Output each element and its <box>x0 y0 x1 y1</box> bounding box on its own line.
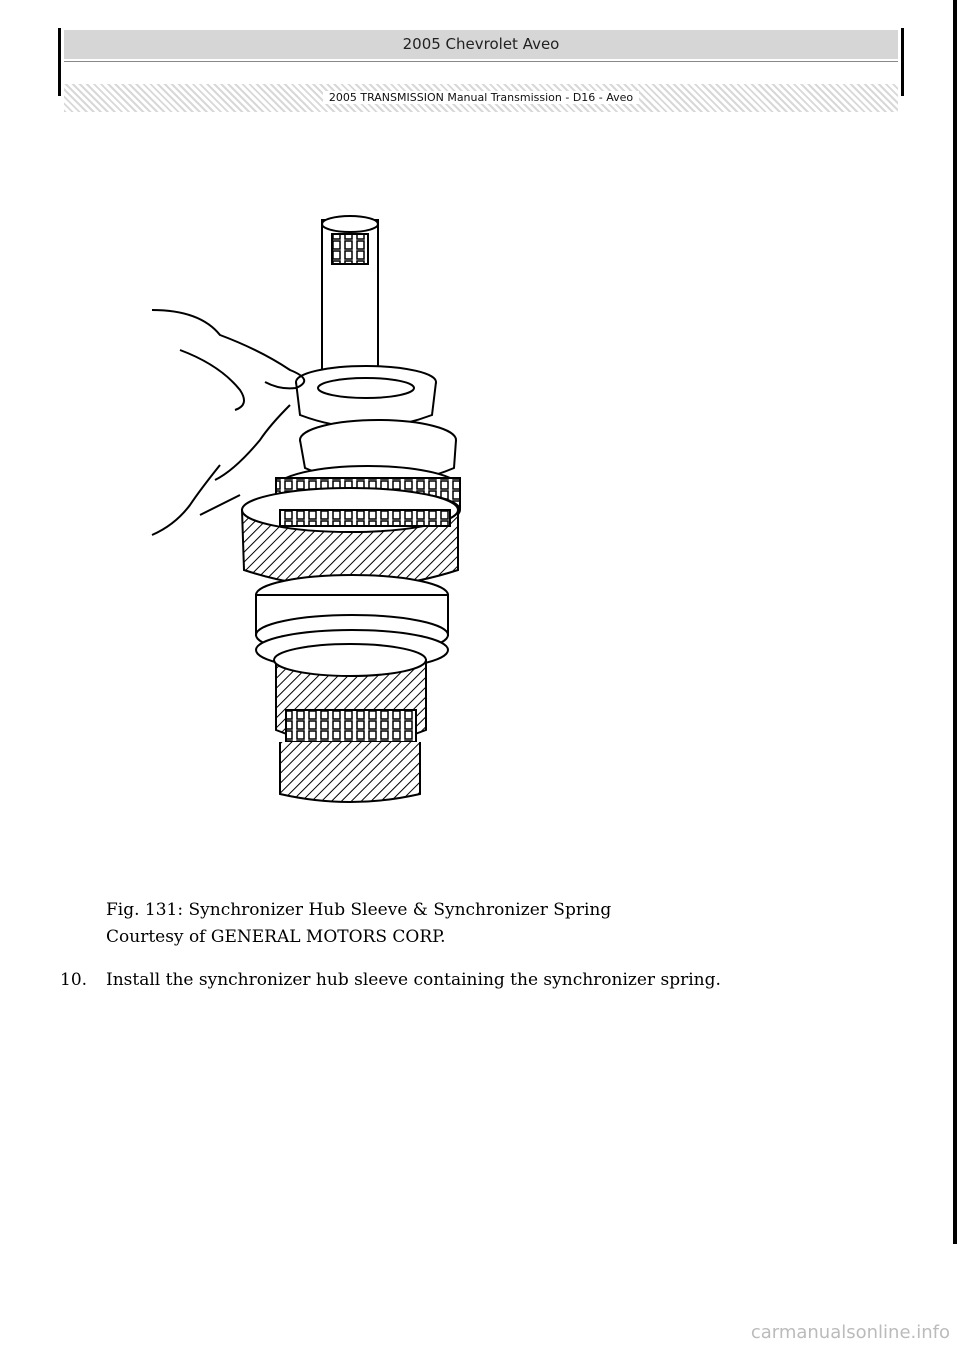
header-right-rule <box>901 28 904 96</box>
header-title: 2005 Chevrolet Aveo <box>64 30 898 59</box>
header-subtitle-bar <box>64 84 898 112</box>
figure-caption <box>106 897 611 951</box>
page-header <box>58 28 904 104</box>
helical-gear-lower <box>274 644 426 802</box>
header-subtitle: 2005 TRANSMISSION Manual Transmission - D16 - Aveo <box>323 91 639 104</box>
caption-title: Fig. 131: Synchronizer Hub Sleeve & Synchronizer Spring <box>106 900 612 920</box>
step-text: Install the synchronizer hub sleeve containing the synchronizer spring. <box>106 970 721 990</box>
watermark-link[interactable]: carmanualsonline.info <box>750 1322 950 1343</box>
helical-gear-upper <box>242 488 458 588</box>
transmission-shaft-illustration <box>140 210 470 810</box>
step-number: 10. <box>60 970 88 990</box>
right-margin-rule <box>953 0 957 1244</box>
procedure-step <box>60 970 721 990</box>
header-divider <box>64 61 898 62</box>
caption-courtesy: Courtesy of GENERAL MOTORS CORP. <box>106 927 446 947</box>
header-left-rule <box>58 28 61 96</box>
shaft <box>322 216 378 380</box>
